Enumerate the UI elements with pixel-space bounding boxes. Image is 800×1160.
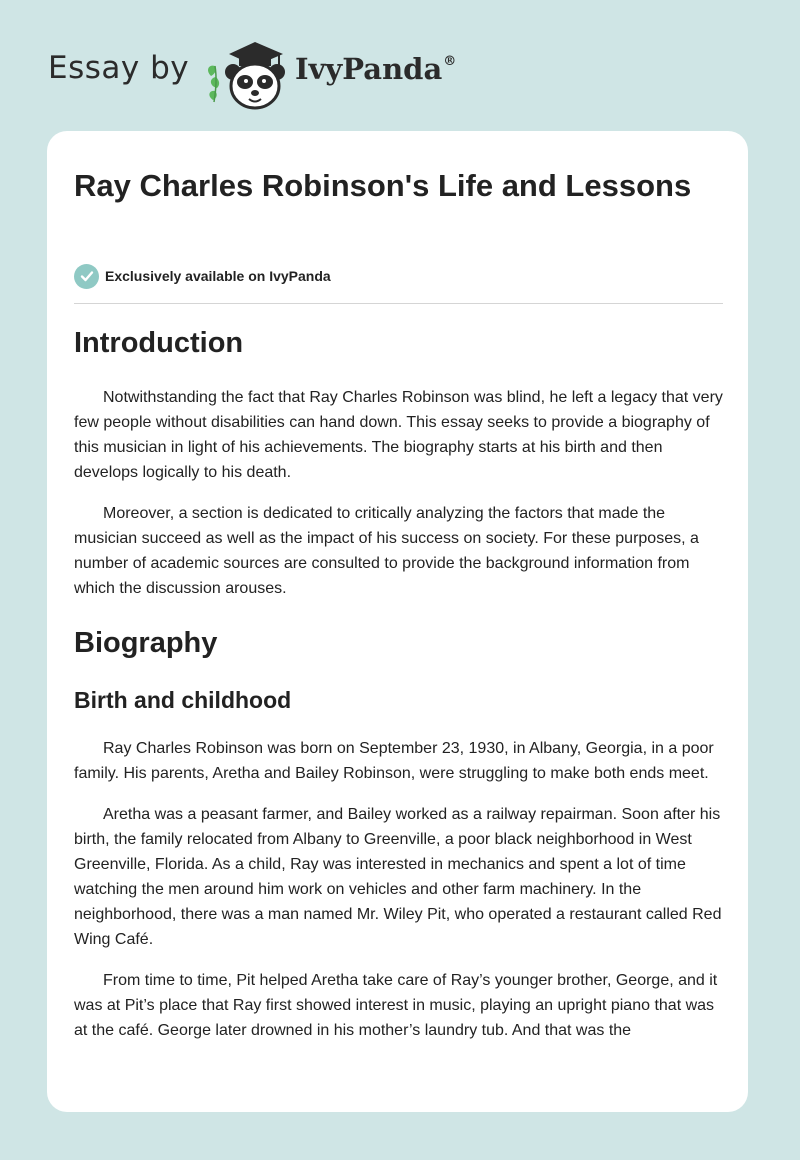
paragraph: From time to time, Pit helped Aretha take care of Ray’s younger brother, George, and it was at Pit’s place that Ray first showed interest in music, playing an upright piano that was at the café. George later drowned in his mother’s laundry tub. And that was the xyxy=(74,972,718,1039)
heading-birth-and-childhood: Birth and childhood xyxy=(74,687,292,713)
paragraph: Ray Charles Robinson was born on September 23, 1930, in Albany, Georgia, in a poor family. His parents, Aretha and Bailey Robinson, were struggling to make both ends meet. xyxy=(74,740,714,782)
brand-name[interactable]: IvyPanda® xyxy=(295,52,457,86)
paragraph: Moreover, a section is dedicated to critically analyzing the factors that made the musician succeed as well as the impact of his success on society. For these purposes, a number of academic sources are consulted to provide the background information from which the discussion arouses. xyxy=(74,505,699,597)
heading-biography: Biography xyxy=(74,627,218,659)
check-icon xyxy=(74,264,99,289)
panda-graduate-logo-icon[interactable] xyxy=(203,36,291,112)
essay-body xyxy=(74,323,724,1043)
essay-title: Ray Charles Robinson's Life and Lessons xyxy=(74,168,692,203)
paragraph: Notwithstanding the fact that Ray Charles Robinson was blind, he left a legacy that very few people without disabilities can hand down. This essay seeks to provide a biography of this musician in light of his achievements. The biography starts at his birth and then develops logically to his death. xyxy=(74,389,723,481)
heading-introduction: Introduction xyxy=(74,327,244,359)
essay-card xyxy=(47,131,748,1112)
paragraph: Aretha was a peasant farmer, and Bailey worked as a railway repairman. Soon after his birth, the family relocated from Albany to Greenville, a poor black neighborhood in West Greenville, Florida. As a child, Ray was interested in mechanics and spent a lot of time watching the men around him work on vehicles and other farm machinery. In the neighborhood, there was a man named Mr. Wiley Pit, who operated a restaurant called Red Wing Café. xyxy=(74,806,722,948)
divider xyxy=(74,303,723,304)
essay-by-label: Essay by xyxy=(48,50,190,86)
badge-text: Exclusively available on IvyPanda xyxy=(105,268,331,284)
exclusive-badge xyxy=(74,263,331,289)
site-header xyxy=(48,30,748,110)
